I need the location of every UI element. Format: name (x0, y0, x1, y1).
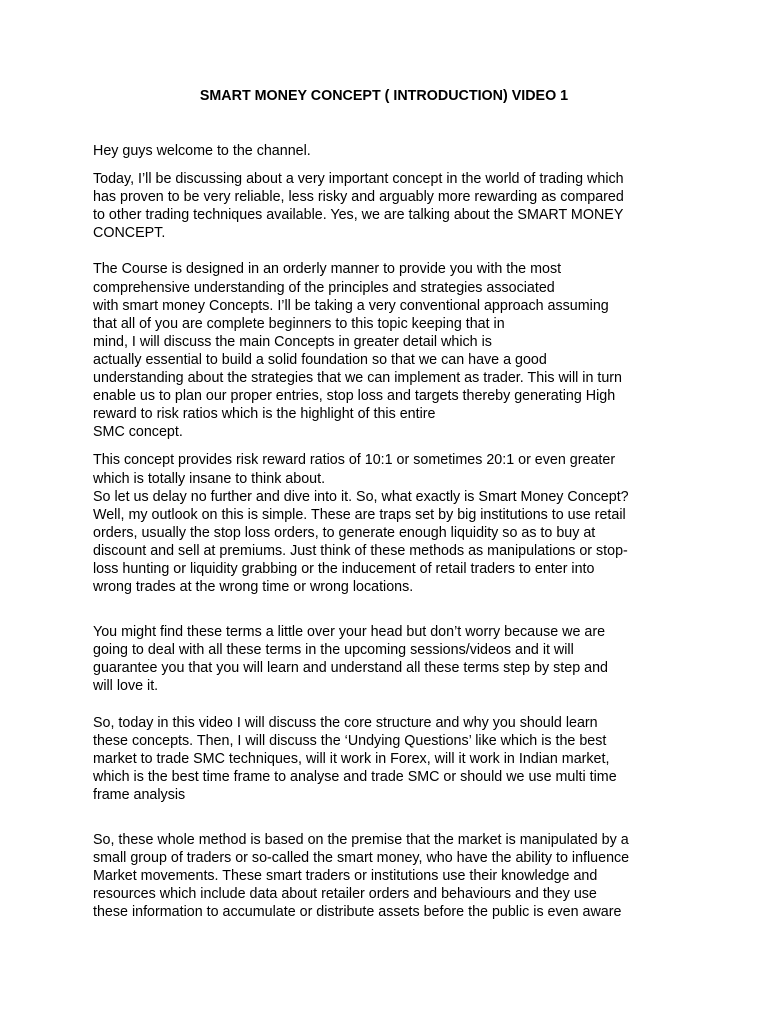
text-line: Today, I’ll be discussing about a very important concept in the world of trading which (93, 171, 624, 188)
text-line: actually essential to build a solid foundation so that we can have a good (93, 351, 547, 368)
text-line: with smart money Concepts. I’ll be taking a very conventional approach assuming (93, 297, 609, 314)
text-line: Market movements. These smart traders or institutions use their knowledge and (93, 868, 598, 885)
text-line: Well, my outlook on this is simple. These are traps set by big institutions to use retail (93, 506, 626, 523)
text-line: understanding about the strategies that we can implement as trader. This will in turn (93, 370, 623, 387)
text-line: wrong trades at the wrong time or wrong locations. (93, 579, 414, 596)
text-line: frame analysis (93, 786, 186, 803)
text-line: guarantee you that you will learn and understand all these terms step by step and (93, 660, 609, 677)
text-line: So, these whole method is based on the premise that the market is manipulated by a (93, 832, 629, 848)
text-line: mind, I will discuss the main Concepts in greater detail which is (93, 333, 492, 350)
text-line: loss hunting or liquidity grabbing or the inducement of retail traders to enter into (93, 560, 595, 577)
text-line: The Course is designed in an orderly manner to provide you with the most (93, 261, 562, 278)
text-line: This concept provides risk reward ratios of 10:1 or sometimes 20:1 or even greater (93, 452, 616, 469)
text-line: You might find these terms a little over your head but don’t worry because we are (93, 624, 606, 641)
text-line: these concepts. Then, I will discuss the ‘Undying Questions’ like which is the best (93, 732, 607, 749)
text-line: orders, usually the stop loss orders, to generate enough liquidity so as to buy at (93, 524, 596, 541)
text-line: discount and sell at premiums. Just think of these methods as manipulations or stop- (93, 542, 628, 559)
text-line: market to trade SMC techniques, will it work in Forex, will it work in Indian market, (93, 750, 610, 767)
text-line: going to deal with all these terms in the upcoming sessions/videos and it will (93, 642, 574, 659)
document-body (93, 142, 683, 921)
text-line: So, today in this video I will discuss the core structure and why you should learn (93, 714, 598, 731)
text-line: So let us delay no further and dive into it. So, what exactly is Smart Money Concept? (93, 488, 629, 505)
text-line: reward to risk ratios which is the highlight of this entire (93, 406, 436, 423)
text-line: enable us to plan our proper entries, stop loss and targets thereby generating High (93, 388, 616, 405)
text-line: these information to accumulate or distribute assets before the public is even aware (93, 904, 622, 921)
document-title: SMART MONEY CONCEPT ( INTRODUCTION) VIDEO 1 (199, 88, 569, 104)
text-line: will love it. (93, 678, 159, 695)
text-line: to other trading techniques available. Yes, we are talking about the SMART MONEY (93, 207, 624, 224)
text-line: which is totally insane to think about. (93, 470, 326, 487)
text-line: SMC concept. (93, 424, 183, 441)
text-line: CONCEPT. (93, 225, 166, 242)
text-line: Hey guys welcome to the channel. (93, 143, 311, 159)
text-line: resources which include data about retailer orders and behaviours and they use (93, 886, 597, 903)
text-line: that all of you are complete beginners to this topic keeping that in (93, 315, 505, 332)
text-line: comprehensive understanding of the principles and strategies associated (93, 279, 555, 296)
text-line: which is the best time frame to analyse and trade SMC or should we use multi time (93, 768, 617, 785)
text-line: small group of traders or so-called the smart money, who have the ability to influence (93, 850, 630, 867)
text-line: has proven to be very reliable, less risky and arguably more rewarding as compared (93, 189, 624, 206)
